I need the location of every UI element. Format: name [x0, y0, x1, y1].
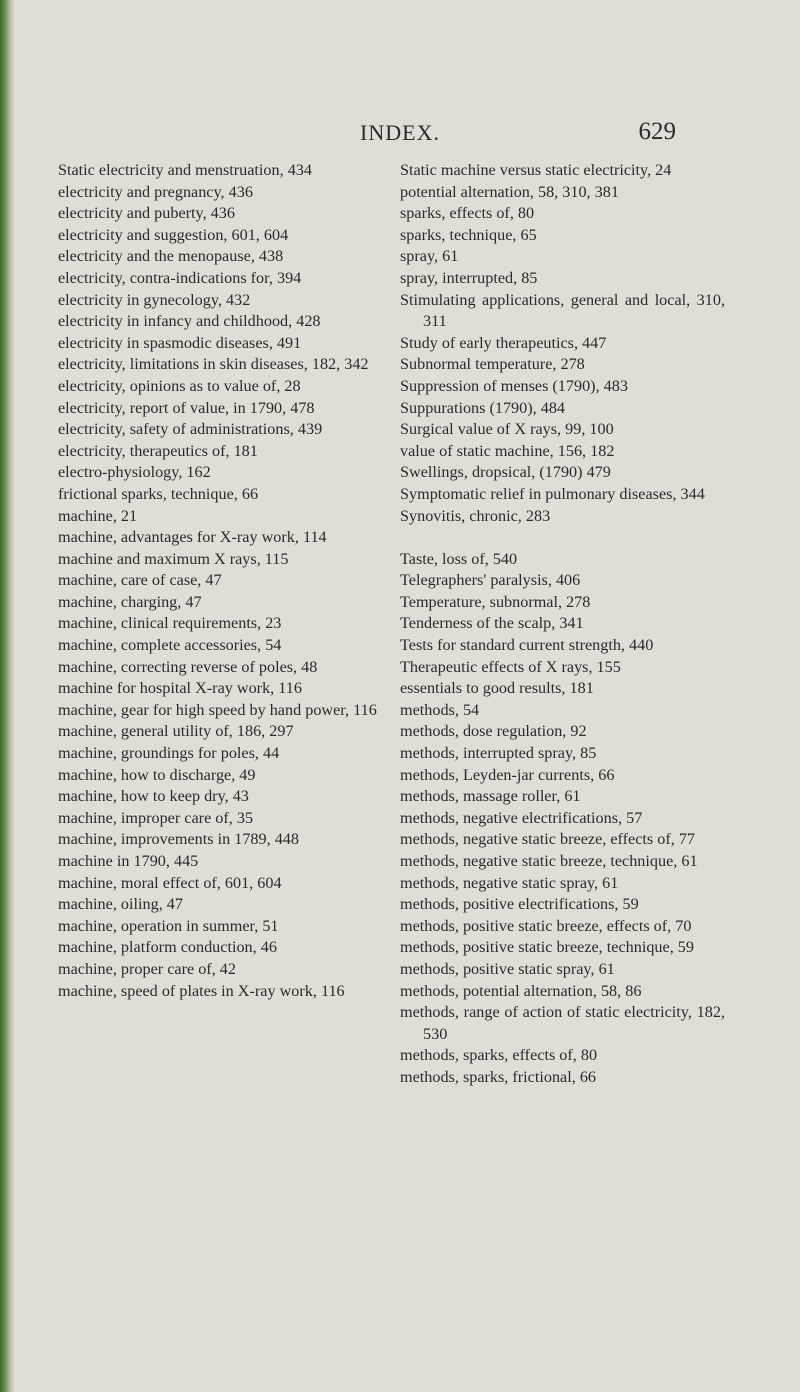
index-entry: methods, negative static breeze, effects of, 77 [400, 830, 696, 849]
index-entry: machine, complete accessories, 54 [58, 636, 282, 655]
index-entry: Swellings, dropsical, (1790) 479 [400, 463, 611, 482]
index-entry: essentials to good results, 181 [400, 679, 594, 698]
index-entry: machine and maximum X rays, 115 [58, 549, 289, 568]
index-entry: machine, how to discharge, 49 [58, 765, 256, 784]
index-entry: potential alternation, 58, 310, 381 [400, 182, 619, 201]
index-entry: spray, 61 [400, 247, 459, 266]
index-entry: electricity and pregnancy, 436 [58, 182, 253, 201]
index-entry: machine, improvements in 1789, 448 [58, 830, 299, 849]
index-entry: value of static machine, 156, 182 [400, 441, 615, 460]
index-entry: machine, moral effect of, 601, 604 [58, 873, 282, 892]
index-entry: methods, 54 [400, 700, 480, 719]
index-entry: machine, groundings for poles, 44 [58, 744, 280, 763]
index-entry: methods, sparks, effects of, 80 [400, 1046, 598, 1065]
index-entry: methods, massage roller, 61 [400, 787, 581, 806]
index-entry: machine, platform conduction, 46 [58, 938, 277, 957]
index-entry: machine, advantages for X-ray work, 114 [58, 528, 327, 547]
index-entry: machine, oiling, 47 [58, 895, 183, 914]
index-entry: Stimulating applications, general and local, 310, 311 [400, 290, 725, 331]
index-entry: electricity in infancy and childhood, 428 [58, 312, 321, 331]
index-entry: machine, how to keep dry, 43 [58, 787, 249, 806]
index-entry: machine, charging, 47 [58, 592, 202, 611]
index-entry: sparks, technique, 65 [400, 225, 537, 244]
index-entry: electricity, opinions as to value of, 28 [58, 376, 301, 395]
index-entry: machine, gear for high speed by hand power, 116 [58, 700, 377, 719]
index-entry: Telegraphers' paralysis, 406 [400, 571, 581, 590]
index-entry: machine for hospital X-ray work, 116 [58, 679, 302, 698]
index-entry: machine, general utility of, 186, 297 [58, 722, 294, 741]
index-entry: sparks, effects of, 80 [400, 204, 535, 223]
index-entry: methods, dose regulation, 92 [400, 722, 587, 741]
index-entry: methods, positive static spray, 61 [400, 959, 615, 978]
index-entry: methods, range of action of static electricity, 182, 530 [400, 1003, 725, 1043]
index-entry: machine, care of case, 47 [58, 571, 222, 590]
index-entry: frictional sparks, technique, 66 [58, 484, 259, 503]
index-entry: electro-physiology, 162 [58, 463, 211, 482]
index-entry: electricity, contra-indications for, 394 [58, 268, 302, 287]
index-entry: methods, negative static breeze, technique, 61 [400, 852, 698, 870]
index-entry: electricity and puberty, 436 [58, 204, 235, 223]
index-entry: machine in 1790, 445 [58, 852, 199, 870]
index-entry: Study of early therapeutics, 447 [400, 333, 607, 352]
index-entry: methods, Leyden-jar currents, 66 [400, 765, 615, 784]
index-entry: Suppression of menses (1790), 483 [400, 376, 628, 395]
index-entry: Tenderness of the scalp, 341 [400, 614, 584, 633]
index-entry: electricity and the menopause, 438 [58, 247, 284, 266]
index-entry: Tests for standard current strength, 440 [400, 636, 654, 655]
page-header [0, 118, 800, 158]
index-entry: methods, positive static breeze, technique, 59 [400, 938, 694, 957]
index-entry: Surgical value of X rays, 99, 100 [400, 420, 614, 439]
index-entry: electricity in spasmodic diseases, 491 [58, 333, 302, 352]
binding-edge [0, 0, 14, 1392]
page-number: 629 [638, 118, 676, 145]
index-entry: machine, improper care of, 35 [58, 808, 254, 827]
index-entry: electricity, report of value, in 1790, 478 [58, 398, 315, 417]
index-entry: methods, interrupted spray, 85 [400, 744, 597, 763]
index-entry: methods, sparks, frictional, 66 [400, 1067, 597, 1086]
index-entry: methods, negative electrifications, 57 [400, 808, 643, 827]
index-entry: Subnormal temperature, 278 [400, 355, 585, 374]
index-entry: methods, negative static spray, 61 [400, 873, 619, 892]
index-entry: spray, interrupted, 85 [400, 268, 538, 287]
index-entry: methods, positive static breeze, effects of, 70 [400, 916, 692, 935]
index-entry: electricity, limitations in skin diseases, 182, 342 [58, 355, 369, 374]
index-entry: methods, potential alternation, 58, 86 [400, 981, 642, 1000]
index-entry: electricity in gynecology, 432 [58, 290, 251, 309]
index-entry: machine, proper care of, 42 [58, 959, 236, 978]
index-entry: Symptomatic relief in pulmonary diseases, 344 [400, 484, 705, 503]
index-entry: Taste, loss of, 540 [400, 549, 518, 568]
index-entry: Temperature, subnormal, 278 [400, 592, 591, 611]
index-entry: machine, clinical requirements, 23 [58, 614, 282, 633]
index-entry: machine, operation in summer, 51 [58, 916, 279, 935]
index-entry: machine, correcting reverse of poles, 48 [58, 657, 318, 676]
index-entry: electricity, safety of administrations, 439 [58, 420, 323, 439]
index-entry: Therapeutic effects of X rays, 155 [400, 657, 621, 676]
index-entry: electricity and suggestion, 601, 604 [58, 225, 289, 244]
index-column-left [58, 160, 383, 1002]
index-entry: Synovitis, chronic, 283 [400, 506, 551, 525]
page-title: INDEX. [360, 120, 440, 145]
index-entry: Static machine versus static electricity, 24 [400, 161, 672, 179]
index-entry: methods, positive electrifications, 59 [400, 895, 639, 914]
index-entry: Static electricity and menstruation, 434 [58, 161, 312, 179]
index-entry: Suppurations (1790), 484 [400, 398, 566, 417]
index-entry: machine, speed of plates in X-ray work, 116 [58, 981, 345, 1000]
index-entry: machine, 21 [58, 506, 138, 525]
index-entry: electricity, therapeutics of, 181 [58, 441, 258, 460]
index-column-right [400, 160, 725, 1089]
